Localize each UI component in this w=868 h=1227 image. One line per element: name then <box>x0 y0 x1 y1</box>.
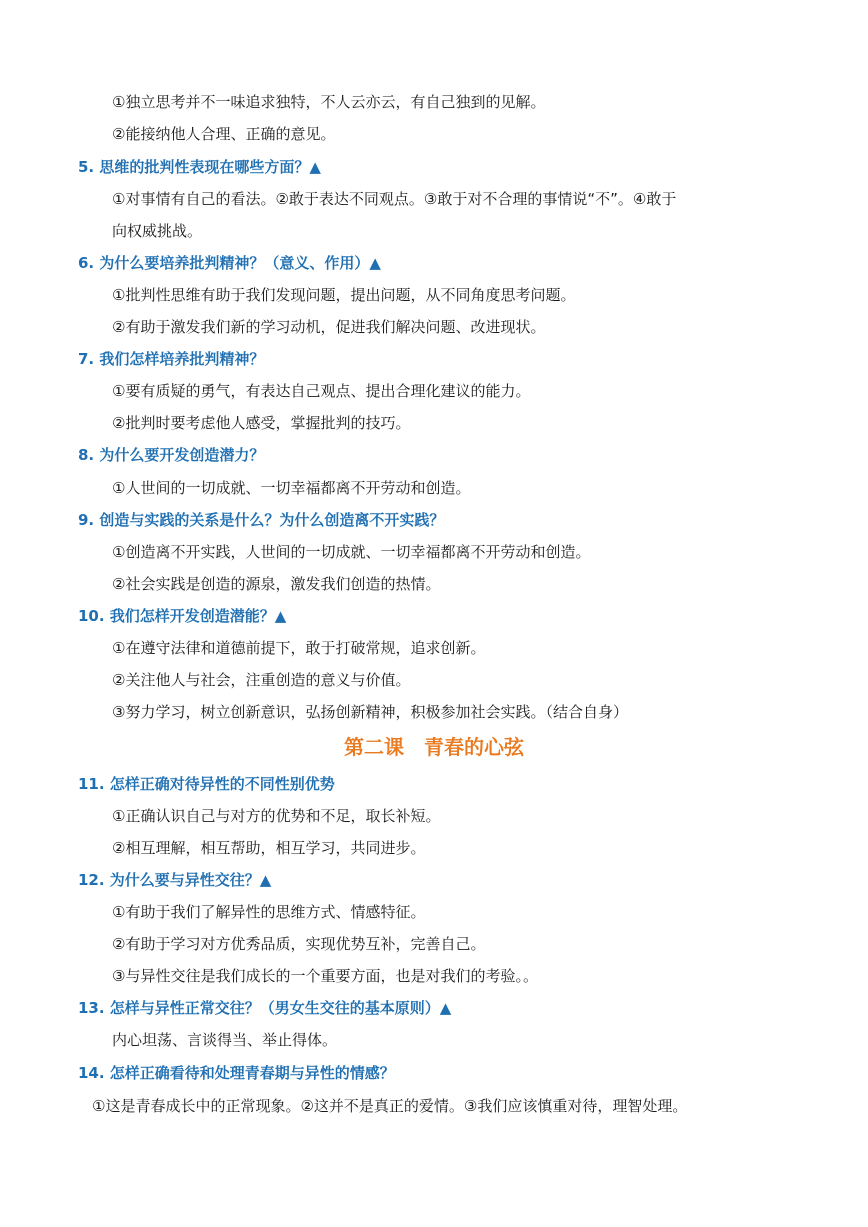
question-5: 5. 思维的批判性表现在哪些方面？▲ <box>78 158 321 176</box>
answer-line: ①有助于我们了解异性的思维方式、情感特征。 <box>112 903 426 921</box>
question-7: 7. 我们怎样培养批判精神？ <box>78 350 265 368</box>
answer-line: ①这是青春成长中的正常现象。②这并不是真正的爱情。③我们应该慎重对待，理智处理。 <box>92 1097 688 1115</box>
answer-line: ②有助于激发我们新的学习动机，促进我们解决问题、改进现状。 <box>112 318 546 336</box>
question-6: 6. 为什么要培养批判精神？（意义、作用）▲ <box>78 254 381 272</box>
question-12: 12. 为什么要与异性交往？▲ <box>78 871 272 889</box>
answer-line: ②能接纳他人合理、正确的意见。 <box>112 125 336 143</box>
answer-line: ②相互理解，相互帮助，相互学习，共同进步。 <box>112 839 426 857</box>
answer-line: ①对事情有自己的看法。②敢于表达不同观点。③敢于对不合理的事情说“不”。④敢于 <box>112 190 677 208</box>
question-10: 10. 我们怎样开发创造潜能？▲ <box>78 607 287 625</box>
answer-line: ②社会实践是创造的源泉，激发我们创造的热情。 <box>112 575 441 593</box>
lesson-title: 第二课 青春的心弦 <box>344 735 524 759</box>
answer-line: ②批判时要考虑他人感受，掌握批判的技巧。 <box>112 414 411 432</box>
answer-line: ③与异性交往是我们成长的一个重要方面，也是对我们的考验。。 <box>112 967 538 985</box>
answer-line: ①在遵守法律和道德前提下，敢于打破常规，追求创新。 <box>112 639 486 657</box>
answer-line: ①人世间的一切成就、一切幸福都离不开劳动和创造。 <box>112 479 471 497</box>
answer-line: ①创造离不开实践，人世间的一切成就、一切幸福都离不开劳动和创造。 <box>112 543 591 561</box>
answer-line: ①独立思考并不一味追求独特，不人云亦云，有自己独到的见解。 <box>112 93 546 111</box>
answer-line: ②有助于学习对方优秀品质，实现优势互补，完善自己。 <box>112 935 486 953</box>
answer-line: 内心坦荡、言谈得当、举止得体。 <box>112 1031 338 1049</box>
question-14: 14. 怎样正确看待和处理青春期与异性的情感？ <box>78 1064 395 1082</box>
question-8: 8. 为什么要开发创造潜力？ <box>78 446 265 464</box>
answer-line: ①正确认识自己与对方的优势和不足，取长补短。 <box>112 807 441 825</box>
answer-line: ③努力学习，树立创新意识，弘扬创新精神，积极参加社会实践。（结合自身） <box>112 703 628 721</box>
answer-line: 向权威挑战。 <box>112 222 203 240</box>
question-11: 11. 怎样正确对待异性的不同性别优势 <box>78 775 335 793</box>
question-13: 13. 怎样与异性正常交往？（男女生交往的基本原则）▲ <box>78 999 452 1017</box>
answer-line: ①批判性思维有助于我们发现问题，提出问题，从不同角度思考问题。 <box>112 286 576 304</box>
answer-line: ②关注他人与社会，注重创造的意义与价值。 <box>112 671 411 689</box>
question-9: 9. 创造与实践的关系是什么？为什么创造离不开实践？ <box>78 511 445 529</box>
answer-line: ①要有质疑的勇气，有表达自己观点、提出合理化建议的能力。 <box>112 382 531 400</box>
